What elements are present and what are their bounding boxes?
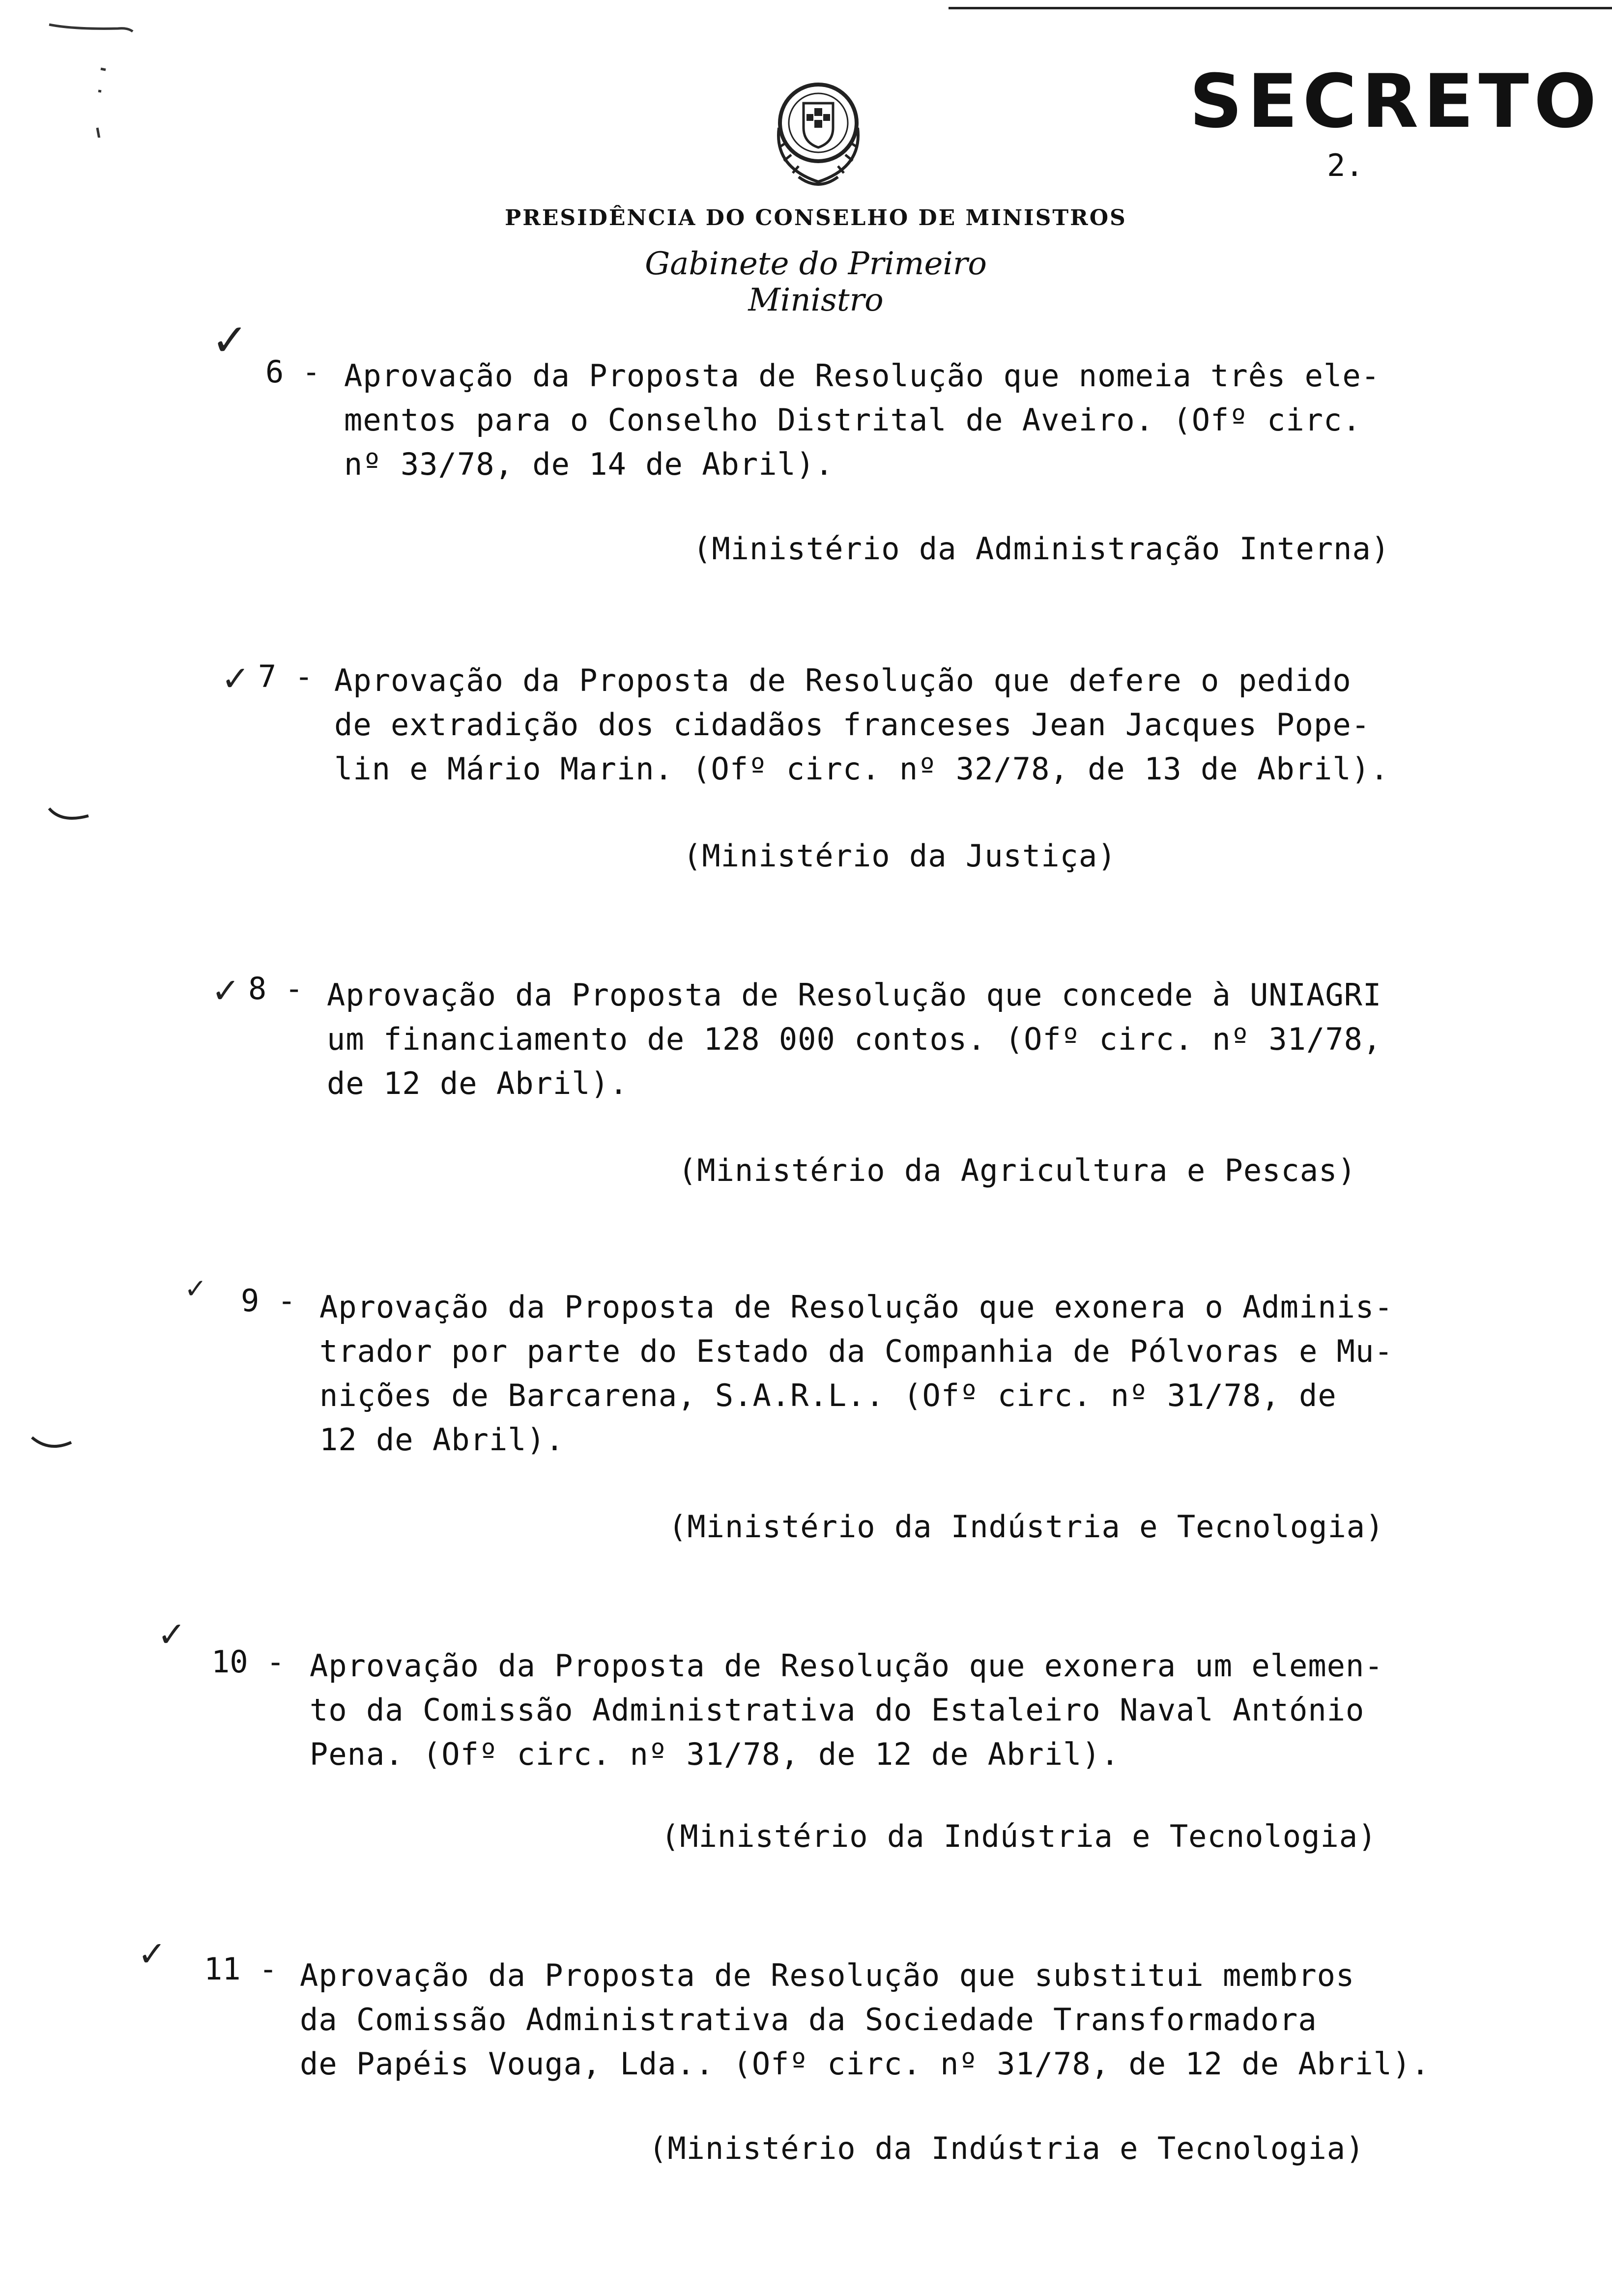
page-number: 2. <box>1327 147 1364 183</box>
item-ministry: (Ministério da Agricultura e Pescas) <box>678 1152 1356 1188</box>
item-text-line: um financiamento de 128 000 contos. (Ofº circ. nº 31/78, <box>327 1021 1382 1057</box>
item-ministry: (Ministério da Administração Interna) <box>693 531 1390 567</box>
item-text-line: trador por parte do Estado da Companhia de Pólvoras e Mu- <box>319 1333 1393 1369</box>
organization-name: PRESIDÊNCIA DO CONSELHO DE MINISTROS <box>505 205 1127 230</box>
check-mark: ✓ <box>211 971 240 1011</box>
item-text-line: nições de Barcarena, S.A.R.L.. (Ofº circ. nº 31/78, de <box>319 1378 1337 1413</box>
item-text-line: de extradição dos cidadãos franceses Jean Jacques Pope- <box>334 707 1370 743</box>
item-text-line: mentos para o Conselho Distrital de Aveiro. (Ofº circ. <box>344 402 1361 438</box>
check-mark: ✓ <box>211 315 249 366</box>
top-rule <box>949 7 1612 9</box>
coat-of-arms-emblem <box>759 69 877 197</box>
item-text-line: Pena. (Ofº circ. nº 31/78, de 12 de Abril). <box>310 1736 1120 1772</box>
item-number: 8 - <box>248 971 303 1006</box>
item-text-line: 12 de Abril). <box>319 1422 565 1458</box>
check-mark: ✓ <box>157 1614 186 1655</box>
check-mark: ✓ <box>221 659 250 699</box>
item-text-line: Aprovação da Proposta de Resolução que defere o pedido <box>334 662 1352 698</box>
item-text-line: Aprovação da Proposta de Resolução que exonera um elemen- <box>310 1648 1383 1684</box>
item-text-line: de 12 de Abril). <box>327 1065 629 1101</box>
office-name: Gabinete do Primeiro Ministro <box>645 246 987 318</box>
item-text-line: to da Comissão Administrativa do Estaleiro Naval António <box>310 1692 1365 1728</box>
item-text-line: Aprovação da Proposta de Resolução que substitui membros <box>300 1957 1355 1993</box>
item-number: 6 - <box>265 354 320 390</box>
item-text-line: Aprovação da Proposta de Resolução que nomeia três ele- <box>344 358 1380 394</box>
item-text-line: lin e Mário Marin. (Ofº circ. nº 32/78, de 13 de Abril). <box>334 751 1389 787</box>
item-text-line: da Comissão Administrativa da Sociedade Transformadora <box>300 2002 1317 2038</box>
classification-stamp: SECRETO <box>1189 59 1602 144</box>
item-number: 11 - <box>204 1951 278 1987</box>
item-text-line: Aprovação da Proposta de Resolução que concede à UNIAGRI <box>327 977 1382 1013</box>
item-ministry: (Ministério da Indústria e Tecnologia) <box>661 1818 1377 1854</box>
item-text-line: nº 33/78, de 14 de Abril). <box>344 446 834 482</box>
margin-curve-mark <box>29 1435 74 1455</box>
item-number: 9 - <box>241 1283 296 1319</box>
item-text-line: Aprovação da Proposta de Resolução que exonera o Adminis- <box>319 1289 1393 1325</box>
edge-scribble-marks <box>44 10 143 138</box>
item-ministry: (Ministério da Justiça) <box>683 838 1117 874</box>
check-mark: ✓ <box>184 1273 207 1304</box>
item-number: 10 - <box>211 1644 285 1680</box>
item-ministry: (Ministério da Indústria e Tecnologia) <box>649 2130 1365 2166</box>
margin-curve-mark <box>47 806 91 826</box>
item-text-line: de Papéis Vouga, Lda.. (Ofº circ. nº 31/78, de 12 de Abril). <box>300 2046 1430 2082</box>
item-ministry: (Ministério da Indústria e Tecnologia) <box>668 1509 1384 1545</box>
check-mark: ✓ <box>138 1934 167 1974</box>
item-number: 7 - <box>258 659 313 694</box>
